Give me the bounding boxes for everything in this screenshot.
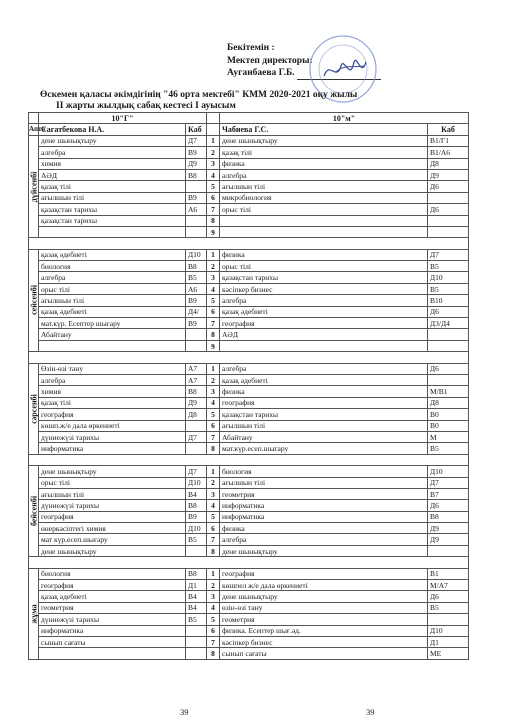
lesson-row — [29, 226, 469, 237]
day-cell — [29, 466, 39, 557]
subject-left: Өзін-өзі тану — [39, 363, 186, 374]
lesson-number: 6 — [207, 625, 220, 636]
lesson-row — [29, 397, 469, 408]
subject-right: мат.күр.есеп.шығару — [220, 443, 428, 454]
cabinet-right: В5 — [428, 261, 469, 272]
subject-left: ағылшын тілі — [39, 295, 186, 306]
lesson-row — [29, 147, 469, 158]
schedule-title: Өскемен қаласы әкімдігінің "46 орта мектебі" КММ 2020-2021 оқу жылы — [40, 90, 358, 100]
day-cell — [29, 249, 39, 352]
subject-right: география — [220, 318, 428, 329]
lesson-number: 9 — [207, 226, 220, 237]
lesson-row — [29, 545, 469, 556]
lesson-row — [29, 534, 469, 545]
subject-left — [39, 226, 186, 237]
cabinet-left: А6 — [186, 283, 207, 294]
day-separator-row — [29, 238, 469, 249]
subject-left: көшп.ж/е дала өркениеті — [39, 420, 186, 431]
cabinet-left — [186, 648, 207, 659]
cabinet-right: М — [428, 431, 469, 442]
day-separator-row — [29, 454, 469, 465]
cabinet-left: В5 — [186, 272, 207, 283]
lesson-number: 4 — [207, 602, 220, 613]
day-column-header: Апта — [29, 124, 39, 135]
subject-left: алгебра — [39, 147, 186, 158]
lesson-row — [29, 488, 469, 499]
cabinet-right: В7 — [428, 488, 469, 499]
subject-left: дүниежүзі тарихы — [39, 431, 186, 442]
cabinet-left: Д4/ — [186, 306, 207, 317]
subject-left: информатика — [39, 443, 186, 454]
lesson-number: 2 — [207, 147, 220, 158]
cabinet-right: Д1 — [428, 636, 469, 647]
subject-right — [220, 226, 428, 237]
separator-cell — [29, 238, 469, 249]
subject-right: ағылшын тілі — [220, 477, 428, 488]
day-separator-row — [29, 557, 469, 568]
cabinet-left: В8 — [186, 500, 207, 511]
cabinet-right: В5 — [428, 443, 469, 454]
cabinet-left — [186, 329, 207, 340]
subject-right: биология — [220, 466, 428, 477]
lesson-row — [29, 500, 469, 511]
cabinet-left: В4 — [186, 488, 207, 499]
subject-right: ағылшын тілі — [220, 181, 428, 192]
subject-right: қазақ тілі — [220, 147, 428, 158]
lesson-number: 2 — [207, 477, 220, 488]
cabinet-left: В8 — [186, 386, 207, 397]
lesson-row — [29, 318, 469, 329]
cabinet-right — [428, 192, 469, 203]
lesson-number: 1 — [207, 135, 220, 146]
schedule-table — [28, 112, 469, 660]
lesson-number: 5 — [207, 409, 220, 420]
lesson-number: 7 — [207, 318, 220, 329]
subject-left: биология — [39, 568, 186, 579]
cabinet-right: Д3/Д4 — [428, 318, 469, 329]
director-name: Ауганбаева Г.Б. — [227, 68, 295, 78]
cabinet-left: Д1 — [186, 580, 207, 591]
lesson-row — [29, 215, 469, 226]
lesson-row — [29, 135, 469, 146]
subject-left: ағылшын тілі — [39, 488, 186, 499]
lesson-number: 5 — [207, 614, 220, 625]
lesson-row — [29, 363, 469, 374]
lesson-number: 5 — [207, 181, 220, 192]
schedule-subtitle: II жарты жылдық сабақ кестесі I ауысым — [56, 101, 236, 111]
lesson-number: 3 — [207, 272, 220, 283]
cabinet-left: В8 — [186, 261, 207, 272]
subject-left: география — [39, 580, 186, 591]
cabinet-right: Д6 — [428, 500, 469, 511]
cabinet-left: В8 — [186, 169, 207, 180]
cabinet-left: Д10 — [186, 523, 207, 534]
subject-left: химия — [39, 386, 186, 397]
cabinet-left: Д8 — [186, 409, 207, 420]
subject-left: Абайтану — [39, 329, 186, 340]
cabinet-left: Д7 — [186, 431, 207, 442]
subject-right: Абайтану — [220, 431, 428, 442]
subject-left: дүниежүзі тарихы — [39, 614, 186, 625]
subject-right: сынып сағаты — [220, 648, 428, 659]
cabinet-right: В0 — [428, 420, 469, 431]
subject-left — [39, 340, 186, 351]
lesson-number: 1 — [207, 249, 220, 260]
lesson-number: 4 — [207, 500, 220, 511]
lesson-number: 8 — [207, 215, 220, 226]
subject-left: дене шынықтыру — [39, 545, 186, 556]
lesson-row — [29, 420, 469, 431]
subject-left: мат күр.есеп.шығару — [39, 534, 186, 545]
subject-left: орыс тілі — [39, 283, 186, 294]
cabinet-right: В1/А6 — [428, 147, 469, 158]
class-right-header: 10"м" — [220, 113, 469, 124]
subject-left: биология — [39, 261, 186, 272]
lesson-number: 7 — [207, 431, 220, 442]
cabinet-left — [186, 636, 207, 647]
lesson-number: 1 — [207, 363, 220, 374]
cabinet-right — [428, 614, 469, 625]
cab-right-header: Каб — [428, 124, 469, 135]
day-cell — [29, 568, 39, 659]
lesson-number: 2 — [207, 580, 220, 591]
cabinet-right: Д6 — [428, 591, 469, 602]
subject-right: қазақ әдебиеті — [220, 374, 428, 385]
cabinet-left: В9 — [186, 192, 207, 203]
separator-cell — [29, 454, 469, 465]
lesson-row — [29, 511, 469, 522]
subject-right: информатика — [220, 500, 428, 511]
cabinet-right: Д7 — [428, 477, 469, 488]
subject-right: қазақстан тарихы — [220, 409, 428, 420]
lesson-number: 7 — [207, 534, 220, 545]
cabinet-left — [186, 625, 207, 636]
cabinet-right: МЕ — [428, 648, 469, 659]
cabinet-right: Д9 — [428, 534, 469, 545]
cabinet-left: Д10 — [186, 477, 207, 488]
day-name: жұма — [29, 604, 38, 624]
cabinet-right: Д9 — [428, 523, 469, 534]
subject-right: қазақ әдебиеті — [220, 306, 428, 317]
lesson-number: 5 — [207, 511, 220, 522]
separator-cell — [29, 352, 469, 363]
subject-left: география — [39, 409, 186, 420]
cabinet-left: В4 — [186, 602, 207, 613]
subject-left: география — [39, 511, 186, 522]
subject-left: геометрия — [39, 602, 186, 613]
subject-left: ағылшын тілі — [39, 192, 186, 203]
lesson-row — [29, 625, 469, 636]
lesson-number: 6 — [207, 420, 220, 431]
cabinet-right: Д8 — [428, 158, 469, 169]
cabinet-left — [186, 443, 207, 454]
subject-right: өзін-өзі тану — [220, 602, 428, 613]
lesson-number: 7 — [207, 636, 220, 647]
page-number-left: 39 — [180, 707, 189, 717]
empty-header-cell — [207, 124, 220, 135]
lesson-number: 1 — [207, 466, 220, 477]
day-name: бейсенбі — [29, 496, 38, 527]
subject-left — [39, 648, 186, 659]
lesson-row — [29, 158, 469, 169]
lesson-row — [29, 523, 469, 534]
subject-right: геометрия — [220, 614, 428, 625]
cabinet-right — [428, 215, 469, 226]
subject-right: орыс тілі — [220, 204, 428, 215]
lesson-row — [29, 249, 469, 260]
subject-right: геометрия — [220, 488, 428, 499]
subject-right: дене шынықтыру — [220, 591, 428, 602]
subject-left: химия — [39, 158, 186, 169]
cabinet-right — [428, 226, 469, 237]
lesson-row — [29, 283, 469, 294]
lesson-row — [29, 568, 469, 579]
cabinet-left — [186, 181, 207, 192]
cabinet-left: А7 — [186, 363, 207, 374]
schedule-body — [29, 113, 469, 660]
subject-right: кәсіпкер бизнес — [220, 283, 428, 294]
lesson-number: 5 — [207, 295, 220, 306]
lesson-row — [29, 295, 469, 306]
cabinet-right: В1 — [428, 568, 469, 579]
lesson-number: 4 — [207, 169, 220, 180]
lesson-row — [29, 431, 469, 442]
lesson-row — [29, 466, 469, 477]
subject-left: алгебра — [39, 272, 186, 283]
cabinet-right: М/А7 — [428, 580, 469, 591]
subject-right: информатика — [220, 511, 428, 522]
subject-right: физика. Есептер шығ.әд. — [220, 625, 428, 636]
cabinet-right: Д6 — [428, 181, 469, 192]
cabinet-right — [428, 340, 469, 351]
cabinet-right: В5 — [428, 602, 469, 613]
subject-right: алгебра — [220, 363, 428, 374]
subject-right: алгебра — [220, 295, 428, 306]
lesson-row — [29, 580, 469, 591]
lesson-number: 1 — [207, 568, 220, 579]
empty-header-cell — [207, 113, 220, 124]
cabinet-right: Д6 — [428, 363, 469, 374]
cabinet-right — [428, 374, 469, 385]
cabinet-left — [186, 420, 207, 431]
cabinet-left: В5 — [186, 614, 207, 625]
subject-left: АӘД — [39, 169, 186, 180]
cabinet-right: В0 — [428, 409, 469, 420]
subject-right: дене шынықтыру — [220, 135, 428, 146]
cabinet-left — [186, 545, 207, 556]
subject-left: информатика — [39, 625, 186, 636]
subject-left: мат.күр. Есептер шығару — [39, 318, 186, 329]
subject-left: қазақстан тарихы — [39, 215, 186, 226]
class-header-row — [29, 113, 469, 124]
empty-header-cell — [29, 113, 39, 124]
subject-left: қазақ әдебиеті — [39, 249, 186, 260]
cabinet-left: Д10 — [186, 249, 207, 260]
separator-cell — [29, 557, 469, 568]
day-cell — [29, 363, 39, 454]
cabinet-left: Д9 — [186, 397, 207, 408]
subject-left: дене шынықтыру — [39, 135, 186, 146]
lesson-row — [29, 614, 469, 625]
subject-left: орыс тілі — [39, 477, 186, 488]
cab-left-header: Каб — [186, 124, 207, 135]
lesson-row — [29, 636, 469, 647]
cabinet-right: Д10 — [428, 625, 469, 636]
cabinet-left: В9 — [186, 318, 207, 329]
lesson-number: 6 — [207, 523, 220, 534]
subject-right — [220, 340, 428, 351]
cabinet-left: В4 — [186, 591, 207, 602]
subject-right: дене шынықтыру — [220, 545, 428, 556]
lesson-number: 2 — [207, 374, 220, 385]
subject-right: география — [220, 568, 428, 579]
subject-right: микробиология — [220, 192, 428, 203]
cabinet-right: В8 — [428, 511, 469, 522]
lesson-row — [29, 648, 469, 659]
cabinet-right: В1/Г1 — [428, 135, 469, 146]
cabinet-left — [186, 226, 207, 237]
cabinet-left: А6 — [186, 204, 207, 215]
cabinet-left: В9 — [186, 295, 207, 306]
day-cell — [29, 135, 39, 238]
teacher-left-header: Сагатбекова Н.А. — [39, 124, 186, 135]
cabinet-left: В5 — [186, 534, 207, 545]
teacher-right-header: Чабиева Г.С. — [220, 124, 428, 135]
page-number-right: 39 — [366, 707, 375, 717]
cabinet-right: М/В1 — [428, 386, 469, 397]
lesson-row — [29, 591, 469, 602]
subject-left: қазақ тілі — [39, 397, 186, 408]
subject-right: алгебра — [220, 534, 428, 545]
cabinet-right: Д7 — [428, 249, 469, 260]
cabinet-left: Д7 — [186, 135, 207, 146]
lesson-number: 9 — [207, 340, 220, 351]
lesson-row — [29, 181, 469, 192]
approval-line-1: Бекітемін : — [227, 43, 275, 53]
subject-right: кәсіпкер бизнес — [220, 636, 428, 647]
subject-left: өнеркәсіптегі химия — [39, 523, 186, 534]
cabinet-right: Д9 — [428, 169, 469, 180]
subject-left: дене шынықтыру — [39, 466, 186, 477]
cabinet-left: Д7 — [186, 466, 207, 477]
subject-right: ағылшын тілі — [220, 420, 428, 431]
subject-right: география — [220, 397, 428, 408]
lesson-number: 3 — [207, 386, 220, 397]
lesson-row — [29, 477, 469, 488]
lesson-row — [29, 169, 469, 180]
subject-left: алгебра — [39, 374, 186, 385]
subject-left: сынып сағаты — [39, 636, 186, 647]
lesson-number: 6 — [207, 306, 220, 317]
cabinet-left: В9 — [186, 147, 207, 158]
cabinet-right: В5 — [428, 283, 469, 294]
subject-left: дүниежүзі тарихы — [39, 500, 186, 511]
cabinet-right: Д10 — [428, 272, 469, 283]
lesson-number: 4 — [207, 397, 220, 408]
cabinet-right: Д6 — [428, 204, 469, 215]
cabinet-right: В10 — [428, 295, 469, 306]
lesson-row — [29, 409, 469, 420]
cabinet-right — [428, 545, 469, 556]
class-left-header: 10"Г" — [39, 113, 207, 124]
subject-right: АӘД — [220, 329, 428, 340]
cabinet-left — [186, 215, 207, 226]
lesson-number: 2 — [207, 261, 220, 272]
cabinet-left: В9 — [186, 511, 207, 522]
lesson-number: 8 — [207, 648, 220, 659]
lesson-row — [29, 374, 469, 385]
cabinet-right: Д10 — [428, 466, 469, 477]
day-name: сәрсенбі — [29, 393, 38, 424]
subject-right: физика — [220, 249, 428, 260]
day-name: дүйсенбі — [29, 171, 38, 202]
subject-right — [220, 215, 428, 226]
lesson-row — [29, 329, 469, 340]
cabinet-left: А7 — [186, 374, 207, 385]
lesson-number: 8 — [207, 443, 220, 454]
approval-line-2: Мектеп директоры: — [227, 55, 313, 66]
lesson-number: 6 — [207, 192, 220, 203]
cabinet-left — [186, 340, 207, 351]
teacher-header-row — [29, 124, 469, 135]
lesson-number: 3 — [207, 488, 220, 499]
subject-right: алгебра — [220, 169, 428, 180]
day-separator-row — [29, 352, 469, 363]
cabinet-right: Д8 — [428, 397, 469, 408]
subject-left: қазақ әдебиеті — [39, 591, 186, 602]
cabinet-left: Д9 — [186, 158, 207, 169]
subject-right: физика — [220, 158, 428, 169]
subject-right: физика — [220, 386, 428, 397]
lesson-number: 3 — [207, 158, 220, 169]
lesson-row — [29, 602, 469, 613]
subject-right: физика — [220, 523, 428, 534]
lesson-row — [29, 192, 469, 203]
lesson-number: 8 — [207, 545, 220, 556]
lesson-row — [29, 261, 469, 272]
cabinet-right: Д6 — [428, 306, 469, 317]
subject-right: көшпел ж/е дала өркениеті — [220, 580, 428, 591]
lesson-number: 7 — [207, 204, 220, 215]
subject-left: қазақ әдебиеті — [39, 306, 186, 317]
lesson-number: 8 — [207, 329, 220, 340]
subject-right: орыс тілі — [220, 261, 428, 272]
subject-left: қазақстан тарихы — [39, 204, 186, 215]
lesson-row — [29, 204, 469, 215]
lesson-row — [29, 443, 469, 454]
subject-left: қазақ тілі — [39, 181, 186, 192]
lesson-row — [29, 340, 469, 351]
lesson-number: 3 — [207, 591, 220, 602]
subject-right: қазақстан тарихы — [220, 272, 428, 283]
day-name: сейсенбі — [29, 285, 38, 316]
cabinet-left: В8 — [186, 568, 207, 579]
lesson-row — [29, 306, 469, 317]
lesson-number: 4 — [207, 283, 220, 294]
lesson-row — [29, 386, 469, 397]
cabinet-right — [428, 329, 469, 340]
lesson-row — [29, 272, 469, 283]
